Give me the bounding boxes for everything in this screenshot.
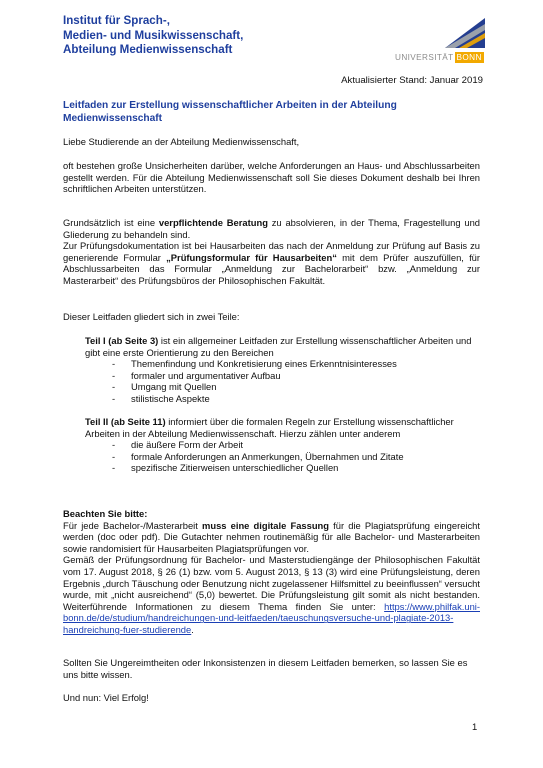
list-item: - Themenfindung und Konkretisierung eines Erkenntnisinteresses [112,358,481,370]
document-title: Leitfaden zur Erstellung wissenschaftlicher Arbeiten in der Abteilung Medienwissenschaft [63,100,397,124]
institute-line: Institut für Sprach-, [63,14,170,27]
exam-form-text: Zur Prüfungsdokumentation ist bei Hausarbeiten das nach der Anmeldung zur Prüfung auf Basis zu generierende Formular [63,240,480,263]
list-item: - spezifische Zitierweisen unterschiedlicher Quellen [112,462,481,474]
intro-paragraph: oft bestehen große Unsicherheiten darüber, welche Anforderungen an Haus- und Abschlussarbeiten gestellt werden. Für die Abteilung Medienwissenschaft soll Sie dieses Dokument deshalb bei Ihren schriftlichen Arbeiten unterstützen. [63,160,480,195]
notice-text: Für jede Bachelor-/Masterarbeit [63,519,203,531]
notice-emphasis: muss eine digitale Fassung [202,519,330,531]
regulation-paragraph [63,554,480,635]
part-one-text: ist ein allgemeiner Leitfaden zur Erstellung wissenschaftlicher Arbeiten und gibt eine erste Orientierung zu den Bereichen [85,335,472,358]
part-one-list [112,358,481,404]
institute-line: Abteilung Medienwissenschaft [63,43,233,56]
part-one-heading: Teil I (ab Seite 3) [85,335,159,346]
part-two-text: informiert über die formalen Regeln zur Erstellung wissenschaftlicher Arbeiten in der Abteilung Medienwissenschaft. Hierzu zählen unter anderem [85,416,454,439]
part-two-description [85,416,481,439]
notice-section [63,508,480,636]
university-logo [395,16,487,68]
list-item: - formaler und argumentativer Aufbau [112,370,481,382]
institute-line: Medien- und Musikwissenschaft, [63,28,244,42]
notice-heading [63,508,480,520]
logo-city: BONN [456,53,482,62]
consultation-emphasis: verpflichtende Beratung [158,217,268,228]
list-item: - stilistische Aspekte [112,393,481,405]
consultation-text: zu absolvieren, in der Thema, Fragestellung und Gliederung zu behandeln sind. [63,217,480,240]
greeting: Liebe Studierende an der Abteilung Medienwissenschaft, [63,136,300,147]
list-item: - Umgang mit Quellen [112,381,481,393]
logo-mark-icon [395,16,487,50]
page-number: 1 [472,721,478,732]
part-two-section [85,416,481,474]
notice-paragraph [63,520,480,555]
part-two-list [112,439,481,474]
update-date: Aktualisierter Stand: Januar 2019 [341,75,483,86]
plagiarism-info-link[interactable]: https://www.philfak.uni-bonn.de/de/studium/handreichungen-und-leitfaeden/taeuschungsversuche-und-plagiate-2013-handreichung-fuer-studierende [63,600,480,635]
list-item: - die äußere Form der Arbeit [112,439,481,451]
regulation-text-end: . [191,623,194,635]
institute-name [63,14,243,58]
part-two-heading: Teil II (ab Seite 11) [85,416,166,427]
notice-text: für die Plagiatsprüfung eingereicht werden (doc oder pdf). Die Gutachter nehmen routinemäßig für alle Bachelor- und Masterarbeiten sowie randomisiert für Hausarbeiten Plagiatsprüfungen vor. [63,519,480,554]
logo-wordmark [395,53,484,62]
notice-heading-text: Beachten Sie bitte: [63,508,148,519]
consultation-paragraph [63,217,480,240]
list-item: - formale Anforderungen an Anmerkungen, Übernahmen und Zitate [112,451,481,463]
exam-form-paragraph [63,240,480,286]
part-one-section [85,335,481,405]
exam-form-emphasis: „Prüfungsformular für Hausarbeiten“ [166,251,337,263]
structure-intro: Dieser Leitfaden gliedert sich in zwei Teile: [63,311,240,322]
exam-form-text: mit dem Prüfer auszufüllen, für Abschlussarbeiten das Formular „Anmeldung zur Bachelorarbeit“ bzw. „Anmeldung zur Masterarbeit“ des Prüfungsbüros der Philosophischen Fakultät. [63,251,481,286]
logo-word: UNIVERSITÄT [395,53,454,62]
consultation-text: Grundsätzlich ist eine [63,217,159,228]
part-one-description [85,335,481,358]
closing-paragraph: Sollten Sie Ungereimtheiten oder Inkonsistenzen in diesem Leitfaden bemerken, so lassen Sie es uns bitte wissen. [63,657,468,680]
regulation-text: Gemäß der Prüfungsordnung für Bachelor- und Masterstudiengänge der Philosophischen Fakultät vom 17. August 2018, § 26 (1) bzw. vom 5. August 2013, § 13 (3) wird eine Prüfungsleistung, deren Ergebnis „durch Täuschung oder Benutzung nicht zugelassener Hilfsmittel zu beeinflussen“ versucht wurde, mit „nicht ausreichend“ (5,0) bewertet. Die Prüfungsleistung gilt somit als nicht bestanden. Weiterführende Informationen zu diesem Thema finden Sie unter: [63,554,480,612]
farewell: Und nun: Viel Erfolg! [63,692,149,703]
